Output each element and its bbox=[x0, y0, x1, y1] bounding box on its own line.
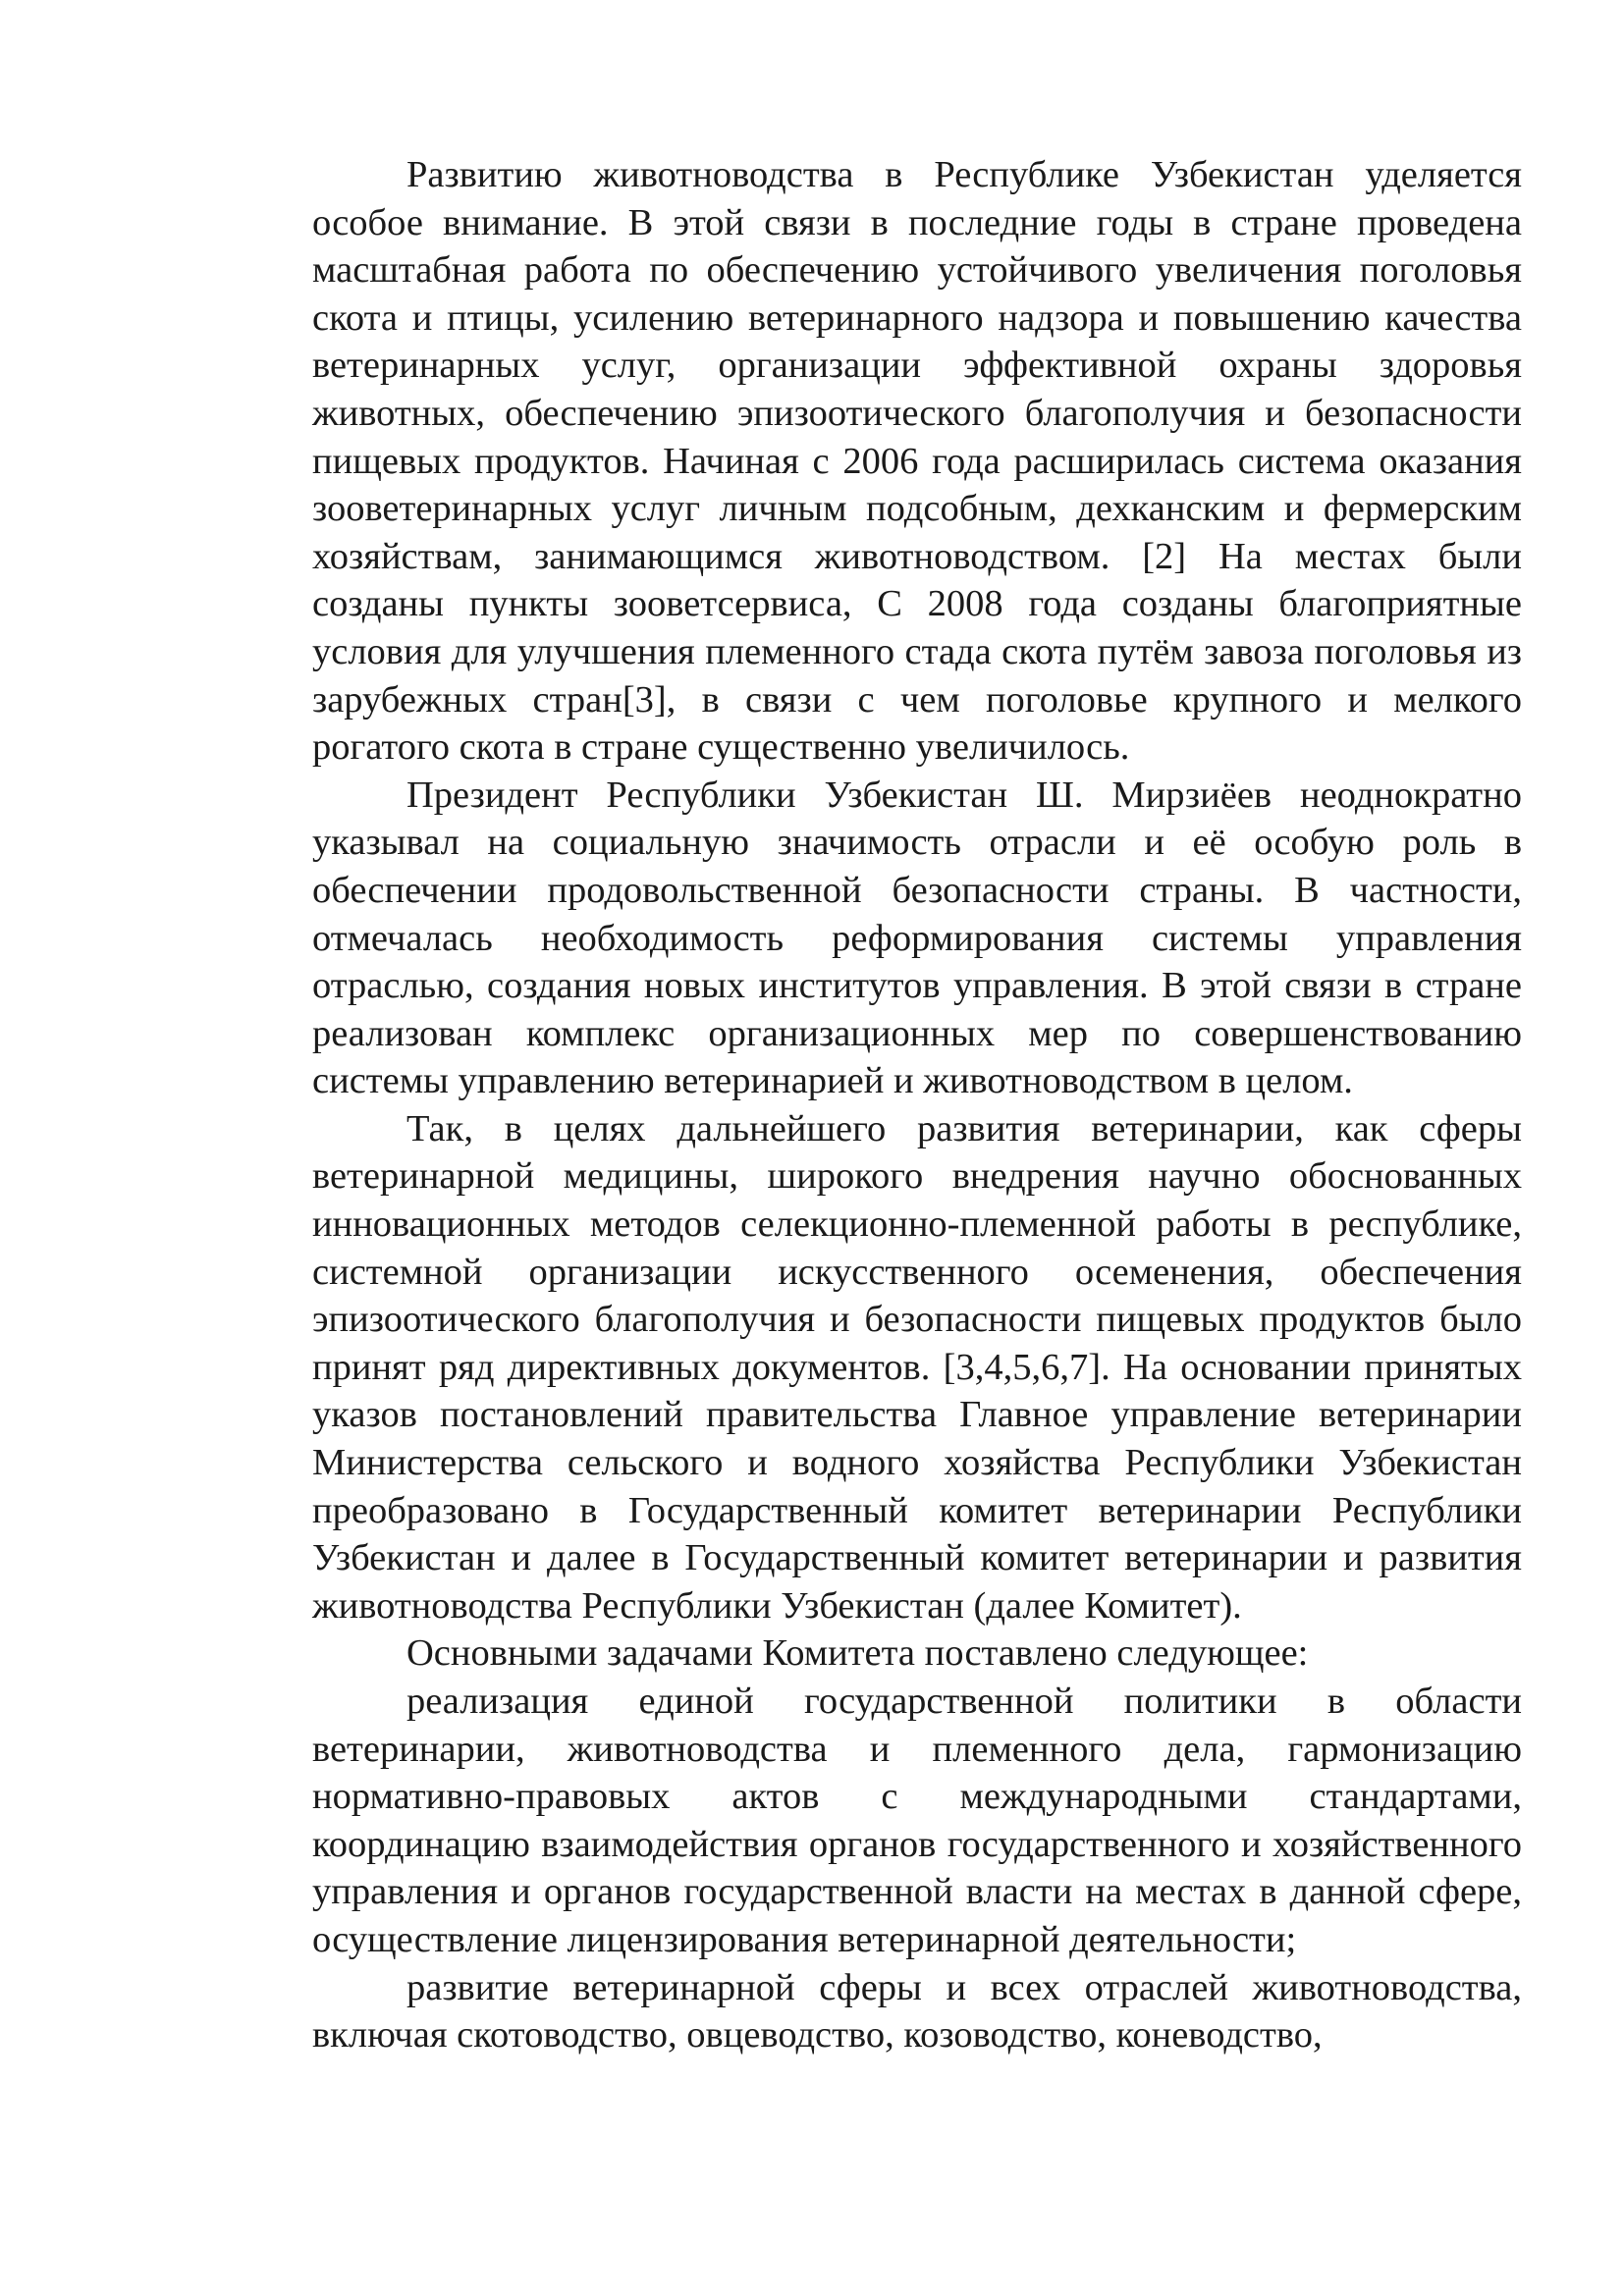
paragraph-committee-tasks-intro: Основными задачами Комитета поставлено следующее: bbox=[406, 1632, 1309, 1675]
paragraph-task-veterinary-development: развитие ветеринарной сферы и всех отраслей животноводства, включая скотоводство, овцеводство, козоводство, коневодство, bbox=[312, 1966, 1522, 2056]
paragraph-task-state-policy: реализация единой государственной политики в области ветеринарии, животноводства и племенного дела, гармонизацию нормативно-правовых актов с международными стандартами, координацию взаимодействия органов государственного и хозяйственного управления и органов государственной власти на местах в данной сфере, осуществление лицензирования ветеринарной деятельности; bbox=[312, 1681, 1522, 1960]
paragraph-livestock-development: Развитию животноводства в Республике Узбекистан уделяется особое внимание. В этой связи в последние годы в стране проведена масштабная работа по обеспечению устойчивого увеличения поголовья скота и птицы, усилению ветеринарного надзора и повышению качества ветеринарных услуг, организации эффективной охраны здоровья животных, обеспечению эпизоотического благополучия и безопасности пищевых продуктов. Начиная с 2006 года расширилась система оказания зооветеринарных услуг личным подсобным, дехканским и фермерским хозяйствам, занимающимся животноводством. [2] На местах были созданы пункты зооветсервиса, С 2008 года созданы благоприятные условия для улучшения племенного стада скота путём завоза поголовья из зарубежных стран[3], в связи с чем поголовье крупного и мелкого рогатого скота в стране существенно увеличилось. bbox=[312, 154, 1522, 769]
paragraph-president-statement: Президент Республики Узбекистан Ш. Мирзиёев неоднократно указывал на социальную значимость отрасли и её особую роль в обеспечении продовольственной безопасности страны. В частности, отмечалась необходимость реформирования системы управления отраслью, создания новых институтов управления. В этой связи в стране реализован комплекс организационных мер по совершенствованию системы управлению ветеринарией и животноводством в целом. bbox=[312, 774, 1522, 1102]
document-body bbox=[312, 151, 1522, 2059]
paragraph-directive-documents: Так, в целях дальнейшего развития ветеринарии, как сферы ветеринарной медицины, широкого внедрения научно обоснованных инновационных методов селекционно-племенной работы в республике, системной организации искусственного осеменения, обеспечения эпизоотического благополучия и безопасности пищевых продуктов было принят ряд директивных документов. [3,4,5,6,7]. На основании принятых указов постановлений правительства Главное управление ветеринарии Министерства сельского и водного хозяйства Республики Узбекистан преобразовано в Государственный комитет ветеринарии Республики Узбекистан и далее в Государственный комитет ветеринарии и развития животноводства Республики Узбекистан (далее Комитет). bbox=[312, 1107, 1522, 1627]
